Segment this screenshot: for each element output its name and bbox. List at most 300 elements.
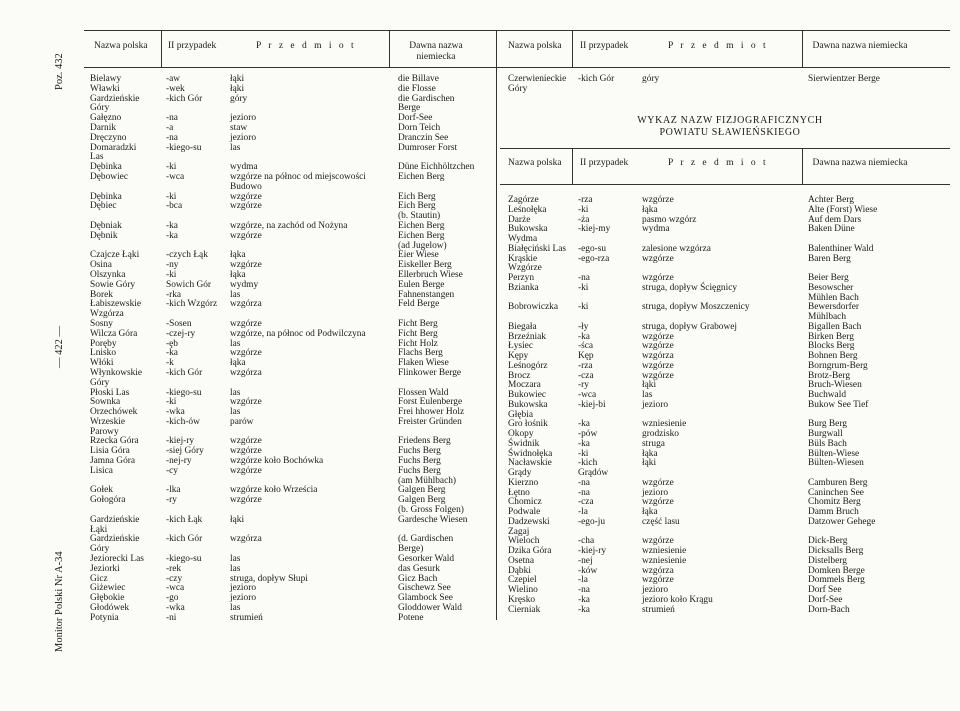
object-cell: jezioro bbox=[230, 593, 257, 604]
object-cell: wzgórze bbox=[642, 477, 674, 488]
object-cell: wzgórza bbox=[230, 534, 262, 545]
polish-name-cell: Moczara bbox=[508, 380, 541, 391]
genitive-cell: -ki bbox=[166, 269, 177, 280]
german-name-cell: Fuchs Berg bbox=[398, 465, 441, 476]
table-row bbox=[508, 586, 953, 596]
genitive-cell: -cha bbox=[578, 536, 595, 547]
object-cell: wzgórze bbox=[642, 253, 674, 264]
right-table-body bbox=[508, 196, 953, 615]
polish-name-cell: Wzgórze bbox=[508, 263, 542, 274]
polish-name-cell: Głębia bbox=[508, 409, 533, 420]
polish-name-cell: Góry bbox=[90, 544, 110, 555]
genitive-cell: -kich Łąk bbox=[166, 514, 203, 525]
genitive-cell: -czej-ry bbox=[166, 328, 196, 339]
polish-name-cell: Jeziorecki Las bbox=[90, 554, 144, 565]
polish-name-cell: Jeziorki bbox=[90, 563, 120, 574]
object-cell: łąka bbox=[230, 358, 246, 369]
genitive-cell: -kich Gór bbox=[166, 367, 203, 378]
table-row bbox=[508, 420, 953, 430]
german-name-cell: Birken Berg bbox=[808, 331, 854, 342]
polish-name-cell: Potynia bbox=[90, 612, 119, 623]
german-name-cell: Domken Berge bbox=[808, 565, 865, 576]
polish-name-cell: Osina bbox=[90, 260, 112, 271]
polish-name-cell: Osetna bbox=[508, 555, 535, 566]
table-row bbox=[508, 196, 953, 206]
object-cell: zalesione wzgórza bbox=[642, 243, 711, 254]
german-name-cell: die Billave bbox=[398, 74, 439, 84]
genitive-cell: -ęb bbox=[166, 338, 178, 349]
german-name-cell: das Gesurk bbox=[398, 563, 440, 574]
german-name-cell: Burg Berg bbox=[808, 419, 847, 430]
polish-name-cell: Giżewiec bbox=[90, 583, 126, 594]
german-name-cell: Eich Berg bbox=[398, 191, 436, 202]
genitive-cell: -czych Łąk bbox=[166, 250, 208, 261]
german-name-cell: Bülten-Wiese bbox=[808, 448, 860, 459]
genitive-cell: -nej bbox=[578, 555, 593, 566]
table-row bbox=[508, 411, 953, 421]
genitive-cell: -ka bbox=[578, 438, 590, 449]
table-row bbox=[508, 75, 953, 85]
polish-name-cell: Sownka bbox=[90, 397, 121, 408]
table-row bbox=[90, 604, 495, 614]
german-name-cell: Ficht Berg bbox=[398, 328, 438, 339]
genitive-cell: -aw bbox=[166, 74, 181, 84]
table-row bbox=[90, 173, 495, 183]
german-name-cell: Dranczin See bbox=[398, 132, 449, 143]
german-name-cell: Düne Eichhöltzchen bbox=[398, 162, 475, 173]
genitive-cell: -rza bbox=[578, 360, 593, 371]
german-name-cell: Brotz-Berg bbox=[808, 370, 851, 381]
german-name-cell: Eichen Berg bbox=[398, 220, 445, 231]
polish-name-cell: Łętno bbox=[508, 487, 530, 498]
object-cell: łąka bbox=[230, 269, 246, 280]
polish-name-cell: Leśnołęka bbox=[508, 204, 547, 215]
genitive-cell: -la bbox=[578, 575, 588, 586]
table-row bbox=[508, 303, 953, 313]
genitive-cell: -ły bbox=[578, 321, 589, 332]
german-name-cell: Ficht Berg bbox=[398, 318, 438, 329]
polish-name-cell: Góry bbox=[90, 377, 110, 388]
object-cell: wzgórze bbox=[230, 397, 262, 408]
object-cell: las bbox=[230, 338, 241, 349]
polish-name-cell: Dębniak bbox=[90, 220, 122, 231]
genitive-cell: -siej Góry bbox=[166, 446, 204, 457]
genitive-cell: -ki bbox=[166, 191, 177, 202]
object-cell: wzgórze bbox=[230, 201, 262, 212]
table-row bbox=[508, 440, 953, 450]
polish-name-cell: Bielawy bbox=[90, 74, 122, 84]
german-name-cell: Bohnen Berg bbox=[808, 351, 858, 361]
polish-name-cell: Grądy bbox=[508, 468, 532, 478]
german-name-cell: Mühlen Bach bbox=[808, 292, 859, 303]
object-cell: struga bbox=[642, 438, 665, 449]
german-name-cell: Fuchs Berg bbox=[398, 456, 441, 467]
genitive-cell: -ków bbox=[578, 565, 598, 576]
object-cell: łąki bbox=[642, 380, 657, 391]
object-cell: struga, dopływ Słupi bbox=[230, 573, 308, 584]
genitive-cell: -kich Gór bbox=[578, 74, 615, 84]
german-name-cell: Bewersdorfer bbox=[808, 302, 860, 313]
object-cell: las bbox=[230, 563, 241, 574]
object-cell: las bbox=[230, 603, 241, 614]
german-name-cell: die Flosse bbox=[398, 83, 436, 94]
polish-name-cell: Kierzno bbox=[508, 477, 539, 488]
object-cell: jezioro bbox=[230, 113, 257, 124]
table-row bbox=[90, 535, 495, 545]
object-cell: wzgórze bbox=[230, 260, 262, 271]
genitive-cell: -kiej-my bbox=[578, 224, 611, 235]
polish-name-cell: Wławki bbox=[90, 83, 120, 94]
genitive-cell: -ki bbox=[578, 282, 589, 293]
polish-name-cell: Darże bbox=[508, 214, 531, 225]
genitive-cell: -cza bbox=[578, 370, 594, 381]
german-name-cell: Bruch-Wiesen bbox=[808, 380, 862, 391]
section-title-line2: POWIATU SŁAWIEŃSKIEGO bbox=[659, 127, 801, 138]
german-name-cell: Potene bbox=[398, 612, 424, 623]
header2-top-rule bbox=[500, 148, 950, 149]
polish-name-cell: Białęciński Las bbox=[508, 243, 567, 254]
german-name-cell: Gloddower Wald bbox=[398, 603, 462, 614]
genitive-cell: -wka bbox=[166, 407, 185, 418]
table-row bbox=[508, 372, 953, 382]
object-cell: strumień bbox=[230, 612, 263, 623]
genitive-cell: -czy bbox=[166, 573, 183, 584]
object-cell: wzgórze bbox=[642, 370, 674, 381]
table-row bbox=[508, 391, 953, 401]
object-cell: góry bbox=[642, 74, 660, 84]
object-cell: łąka bbox=[230, 250, 246, 261]
german-name-cell: Bukow See Tief bbox=[808, 399, 869, 410]
genitive-cell: -ka bbox=[166, 348, 178, 359]
table-row bbox=[508, 342, 953, 352]
genitive-cell: -wek bbox=[166, 83, 185, 94]
polish-name-cell: Chomicz bbox=[508, 497, 542, 508]
german-name-cell: Eiskeller Berg bbox=[398, 260, 452, 271]
table-row bbox=[508, 352, 953, 362]
polish-name-cell: Wzgórza bbox=[90, 309, 124, 320]
object-cell: wzgórze bbox=[230, 318, 262, 329]
object-cell: wzgórze bbox=[230, 446, 262, 457]
genitive-cell: -na bbox=[578, 585, 590, 595]
object-cell: wzgórza bbox=[230, 299, 262, 310]
genitive-cell: -kich Wzgórz bbox=[166, 299, 218, 310]
object-cell: wydmy bbox=[230, 279, 259, 290]
genitive-cell: -wca bbox=[578, 390, 597, 400]
german-name-cell: Gischewz See bbox=[398, 583, 451, 594]
polish-name-cell: Brocz bbox=[508, 370, 531, 381]
object-cell: łąka bbox=[642, 448, 658, 459]
german-name-cell: Friedens Berg bbox=[398, 436, 451, 447]
header2-genitive: II przypadek bbox=[580, 158, 629, 168]
polish-name-cell: Wielino bbox=[508, 585, 538, 595]
polish-name-cell: Kępy bbox=[508, 351, 529, 361]
table-row bbox=[90, 300, 495, 310]
german-name-cell: Galgen Berg bbox=[398, 485, 446, 496]
object-cell: wzgórze bbox=[230, 495, 262, 506]
right-top-table-body bbox=[508, 75, 953, 95]
german-name-cell: Datzower Gehege bbox=[808, 516, 876, 527]
polish-name-cell: Głodówek bbox=[90, 603, 130, 614]
polish-name-cell: Okopy bbox=[508, 429, 534, 439]
genitive-cell: -na bbox=[578, 477, 590, 488]
table-row bbox=[508, 508, 953, 518]
object-cell: wzgórze na północ od miejscowości bbox=[230, 171, 366, 182]
polish-name-cell: Domaradzki bbox=[90, 142, 137, 153]
polish-name-cell: Brzeźniak bbox=[508, 331, 546, 342]
genitive-cell: -cy bbox=[166, 465, 178, 476]
header-bottom-rule bbox=[84, 67, 950, 68]
genitive-cell: -ego-su bbox=[578, 243, 607, 254]
genitive-cell: -ki bbox=[166, 397, 177, 408]
german-name-cell: Dorf-See bbox=[808, 594, 843, 605]
german-name-cell: Fahnenstangen bbox=[398, 289, 455, 300]
object-cell: wzgórze bbox=[230, 191, 262, 202]
polish-name-cell: Wilcza Góra bbox=[90, 328, 138, 339]
german-name-cell: Glambock See bbox=[398, 593, 453, 604]
genitive-cell: -ka bbox=[578, 594, 590, 605]
german-name-cell: Eulen Berge bbox=[398, 279, 445, 290]
object-cell: łąka bbox=[642, 507, 658, 517]
object-cell: wzgórze bbox=[230, 348, 262, 359]
object-cell: łąki bbox=[230, 83, 245, 94]
german-name-cell: Eichen Berg bbox=[398, 230, 445, 241]
header-polish-name-right: Nazwa polska bbox=[508, 41, 562, 51]
polish-name-cell: Dadzewski bbox=[508, 516, 550, 527]
german-name-cell: Baren Berg bbox=[808, 253, 851, 264]
polish-name-cell: Rzecka Góra bbox=[90, 436, 139, 447]
header-german-name-right: Dawna nazwa niemiecka bbox=[812, 41, 908, 51]
section-title-line1: WYKAZ NAZW FIZJOGRAFICZNYCH bbox=[637, 115, 823, 126]
german-name-cell: die Gardischen bbox=[398, 93, 455, 104]
genitive-cell: -ki bbox=[166, 162, 177, 173]
object-cell: las bbox=[230, 407, 241, 418]
german-name-cell: Forst Eulenberge bbox=[398, 397, 463, 408]
left-table-body bbox=[90, 75, 495, 624]
table-row bbox=[508, 430, 953, 440]
polish-name-cell: Dębowiec bbox=[90, 171, 129, 182]
object-cell: wzgórze koło Wrześcia bbox=[230, 485, 318, 496]
object-cell: wzgórze, na północ od Podwilczyna bbox=[230, 328, 366, 339]
genitive-cell: -ny bbox=[166, 260, 179, 271]
column-divider bbox=[496, 30, 497, 620]
table-row bbox=[508, 576, 953, 586]
object-cell: jezioro koło Krągu bbox=[642, 594, 713, 605]
german-name-cell: Baken Düne bbox=[808, 224, 855, 235]
polish-name-cell: Borek bbox=[90, 289, 113, 300]
table-row bbox=[508, 264, 953, 274]
polish-name-cell: Gardzieńskie bbox=[90, 514, 140, 525]
object-cell: parów bbox=[230, 416, 254, 427]
table-row bbox=[508, 596, 953, 606]
genitive-cell: -kiego-su bbox=[166, 142, 202, 153]
polish-name-cell: Płoski Las bbox=[90, 387, 130, 398]
object-cell: wydma bbox=[642, 224, 670, 235]
object-cell: pasmo wzgórz bbox=[642, 214, 697, 225]
german-name-cell: Bülten-Wiesen bbox=[808, 458, 864, 469]
object-cell: wzgórze bbox=[642, 575, 674, 586]
polish-name-cell: Lisia Góra bbox=[90, 446, 130, 457]
polish-name-cell: Bukowiec bbox=[508, 390, 547, 400]
position-number: Poz. 432 bbox=[54, 53, 65, 90]
genitive-cell: -na bbox=[578, 487, 590, 498]
genitive-cell: -ża bbox=[578, 214, 590, 225]
object-cell: struga, dopływ Moszczenicy bbox=[642, 302, 750, 313]
object-cell: wzniesienie bbox=[642, 555, 687, 566]
genitive-cell: -lka bbox=[166, 485, 181, 496]
polish-name-cell: Zagaj bbox=[508, 526, 530, 537]
header2-german-name: Dawna nazwa niemiecka bbox=[812, 158, 908, 168]
object-cell: strumień bbox=[642, 604, 675, 615]
german-name-cell: Dorn Teich bbox=[398, 122, 441, 133]
object-cell: wzgórze bbox=[642, 497, 674, 508]
object-cell: jezioro bbox=[642, 399, 669, 410]
object-cell: łąki bbox=[230, 514, 245, 525]
genitive-cell: -rek bbox=[166, 563, 182, 574]
polish-name-cell: Gro łośnik bbox=[508, 419, 548, 430]
german-name-cell: Buchwald bbox=[808, 390, 847, 400]
genitive-cell: -na bbox=[166, 132, 178, 143]
polish-name-cell: Czajcze Łąki bbox=[90, 250, 140, 261]
table-row bbox=[508, 567, 953, 577]
polish-name-cell: Dzika Góra bbox=[508, 546, 552, 556]
german-name-cell: Dumroser Forst bbox=[398, 142, 458, 153]
polish-name-cell: Zagórze bbox=[508, 195, 539, 205]
german-name-cell: Blocks Berg bbox=[808, 341, 855, 352]
genitive-cell: -ki bbox=[578, 302, 589, 313]
genitive-cell: -ni bbox=[166, 612, 177, 623]
object-cell: las bbox=[230, 289, 241, 300]
german-name-cell: Alte (Forst) Wiese bbox=[808, 204, 878, 215]
polish-name-cell: Leśnogórz bbox=[508, 360, 548, 371]
object-cell: wzgórze bbox=[642, 360, 674, 371]
polish-name-cell: Biegała bbox=[508, 321, 537, 332]
object-cell: jezioro bbox=[642, 487, 669, 498]
polish-name-cell: Olszynka bbox=[90, 269, 126, 280]
genitive-cell: -kich Gór bbox=[166, 534, 203, 545]
german-name-cell: Achter Berg bbox=[808, 195, 854, 205]
polish-name-cell: Czerwienieckie bbox=[508, 74, 567, 84]
table-row bbox=[508, 547, 953, 557]
polish-name-cell: Gołogóra bbox=[90, 495, 126, 506]
object-cell: wzgórze bbox=[642, 331, 674, 342]
object-cell: wzgórze bbox=[642, 536, 674, 547]
genitive-cell: -la bbox=[578, 507, 588, 517]
genitive-cell: -ka bbox=[166, 230, 178, 241]
polish-name-cell: Włóki bbox=[90, 358, 114, 369]
polish-name-cell: Świdnołęka bbox=[508, 448, 553, 459]
german-name-cell: Camburen Berg bbox=[808, 477, 868, 488]
genitive-cell: -kiej-ry bbox=[578, 546, 607, 556]
german-name-cell: (b. Stautin) bbox=[398, 211, 441, 222]
object-cell: jezioro bbox=[230, 132, 257, 143]
polish-name-cell: Gołek bbox=[90, 485, 113, 496]
polish-name-cell: Krąskie bbox=[508, 253, 538, 264]
german-name-cell: Frei hhower Holz bbox=[398, 407, 465, 418]
polish-name-cell: Bukowska bbox=[508, 399, 548, 410]
object-cell: wzgórza bbox=[230, 367, 262, 378]
german-name-cell: Auf dem Dars bbox=[808, 214, 862, 225]
table-row bbox=[508, 284, 953, 294]
object-cell: staw bbox=[230, 122, 248, 133]
object-cell: wzgórze bbox=[642, 341, 674, 352]
table-row bbox=[508, 469, 953, 479]
german-name-cell: Berge bbox=[398, 103, 421, 114]
genitive-cell: -ki bbox=[578, 204, 589, 215]
header-genitive-right: II przypadek bbox=[580, 41, 629, 51]
polish-name-cell: Parowy bbox=[90, 426, 119, 437]
table-row bbox=[508, 323, 953, 333]
polish-name-cell: Gicz bbox=[90, 573, 108, 584]
table-row bbox=[508, 206, 953, 216]
table-row bbox=[90, 144, 495, 154]
object-cell: jezioro bbox=[230, 583, 257, 594]
object-cell: łąka bbox=[642, 204, 658, 215]
genitive-cell: -kich bbox=[578, 458, 598, 469]
object-cell: grodzisko bbox=[642, 429, 679, 439]
header-genitive: II przypadek bbox=[168, 41, 217, 51]
table-row bbox=[508, 479, 953, 489]
polish-name-cell: Bobrowiczka bbox=[508, 302, 558, 313]
genitive-cell: -kich Gór bbox=[166, 93, 203, 104]
german-name-cell: Dorn-Bach bbox=[808, 604, 850, 615]
polish-name-cell: Dręczyno bbox=[90, 132, 127, 143]
table-row bbox=[508, 518, 953, 528]
genitive-cell: -ka bbox=[578, 419, 590, 430]
object-cell: wydma bbox=[230, 162, 258, 173]
german-name-cell: (ad Jugelow) bbox=[398, 240, 447, 251]
object-cell: struga, dopływ Grabowej bbox=[642, 321, 738, 332]
genitive-cell: -kiego-su bbox=[166, 554, 202, 565]
object-cell: wzgórze bbox=[230, 436, 262, 447]
german-name-cell: Dorf-See bbox=[398, 113, 433, 124]
header-top-rule bbox=[84, 30, 950, 31]
genitive-cell: -pów bbox=[578, 429, 598, 439]
polish-name-cell: Dębinka bbox=[90, 162, 122, 173]
table-row bbox=[90, 95, 495, 105]
genitive-cell: -na bbox=[166, 113, 178, 124]
german-name-cell: Damm Bruch bbox=[808, 507, 859, 517]
object-cell: góry bbox=[230, 93, 248, 104]
table-row bbox=[90, 614, 495, 624]
genitive-cell: -ka bbox=[578, 604, 590, 615]
object-cell: wzgórze bbox=[230, 230, 262, 241]
genitive-cell: -wca bbox=[166, 171, 185, 182]
object-cell: las bbox=[230, 554, 241, 565]
genitive-cell: Kęp bbox=[578, 351, 594, 361]
polish-name-cell: Podwale bbox=[508, 507, 541, 517]
object-cell: łąki bbox=[230, 74, 245, 84]
german-name-cell: Eichen Berg bbox=[398, 171, 445, 182]
german-name-cell: Burgwall bbox=[808, 429, 843, 439]
table-row bbox=[508, 216, 953, 226]
genitive-cell: -rka bbox=[166, 289, 182, 300]
german-name-cell: Gicz Bach bbox=[398, 573, 438, 584]
object-cell: wzgórza bbox=[642, 565, 674, 576]
genitive-cell: -rza bbox=[578, 195, 593, 205]
polish-name-cell: Jamna Góra bbox=[90, 456, 136, 467]
polish-name-cell: Cierniak bbox=[508, 604, 541, 615]
object-cell: las bbox=[642, 390, 653, 400]
table-row bbox=[90, 104, 495, 114]
polish-name-cell: Gardzieńskie bbox=[90, 534, 140, 545]
german-name-cell: Eier Wiese bbox=[398, 250, 439, 261]
polish-name-cell: Łysiec bbox=[508, 341, 533, 352]
table-row bbox=[508, 333, 953, 343]
object-cell: struga, dopływ Ścięgnicy bbox=[642, 282, 738, 293]
header-polish-name: Nazwa polska bbox=[94, 41, 148, 51]
genitive-cell: -ry bbox=[578, 380, 589, 391]
header-german-name: Dawna nazwa niemiecka bbox=[409, 41, 463, 62]
